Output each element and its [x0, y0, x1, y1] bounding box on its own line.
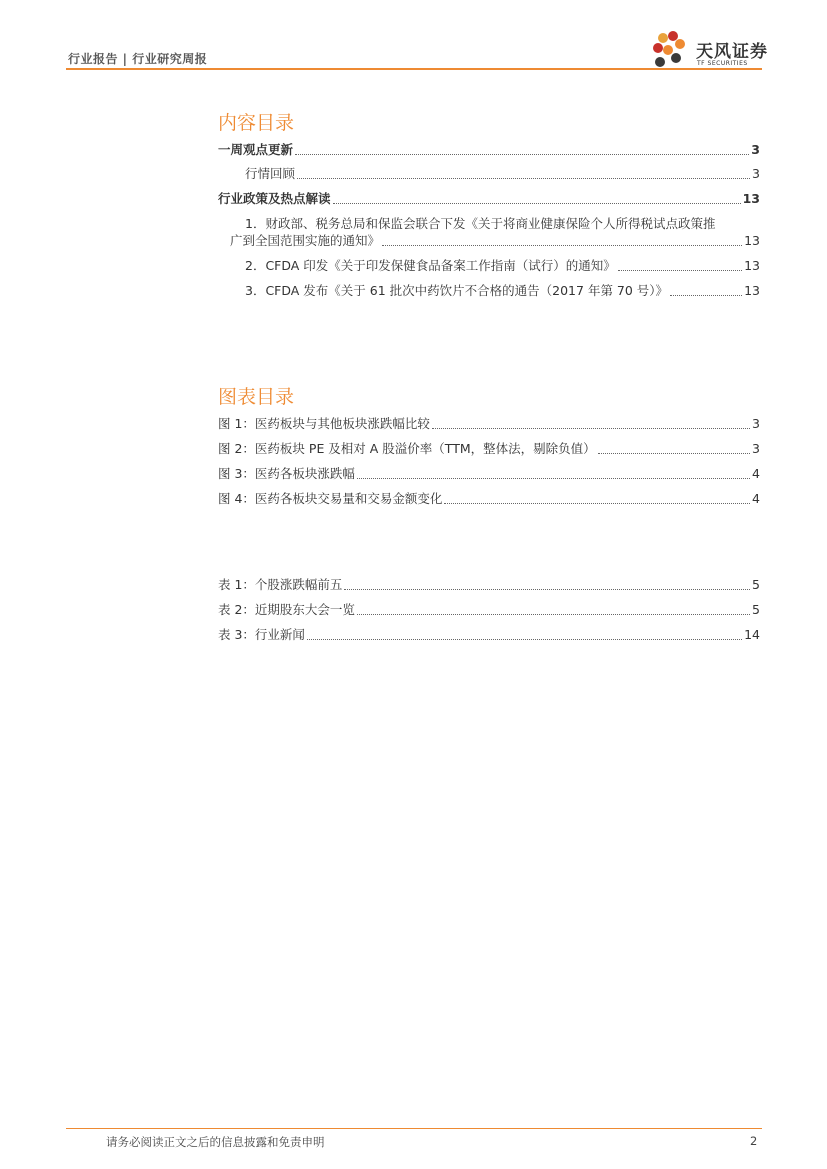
toc-entry-page: 13 [744, 283, 760, 298]
table-entry[interactable] [218, 627, 760, 643]
table-entry-page: 5 [752, 577, 760, 592]
logo-dot-5 [663, 45, 673, 55]
toc-entry-label: 广到全国范围实施的通知》 [230, 233, 381, 248]
toc-entry[interactable] [218, 142, 760, 158]
dot-leader [307, 638, 742, 640]
logo-dot-3 [675, 39, 685, 49]
toc-entry[interactable] [230, 233, 760, 249]
figure-entry-label: 图 1：医药板块与其他板块涨跌幅比较 [218, 416, 430, 431]
toc-entry-label: 3．CFDA 发布《关于 61 批次中药饮片不合格的通告（2017 年第 70 号）》 [245, 283, 669, 298]
logo-dot-4 [653, 43, 663, 53]
toc-entry[interactable] [245, 283, 760, 299]
figure-entry-page: 3 [752, 441, 760, 456]
table-entry-label: 表 2：近期股东大会一览 [218, 602, 355, 617]
figure-entry-label: 图 4：医药各板块交易量和交易金额变化 [218, 491, 443, 506]
logo-dot-2 [668, 31, 678, 41]
table-entry[interactable] [218, 602, 760, 618]
toc-entry-page: 13 [744, 258, 760, 273]
dot-leader [598, 452, 750, 454]
figures-title: 图表目录 [218, 386, 295, 408]
figure-entry[interactable] [218, 416, 760, 432]
dot-leader [382, 244, 742, 246]
dot-leader [297, 177, 750, 179]
figure-entry-label: 图 3：医药各板块涨跌幅 [218, 466, 355, 481]
table-entry-page: 5 [752, 602, 760, 617]
logo-dot-6 [671, 53, 681, 63]
figure-entry-label: 图 2：医药板块 PE 及相对 A 股溢价率（TTM，整体法，剔除负值） [218, 441, 596, 456]
dot-leader [344, 588, 750, 590]
dot-leader [357, 477, 750, 479]
toc-entry-page: 3 [752, 166, 760, 181]
toc-entry-label: 行情回顾 [245, 166, 296, 181]
logo-wordmark: 天风证券 [696, 42, 768, 62]
dot-leader [295, 153, 749, 155]
toc-entry[interactable] [245, 166, 760, 182]
toc-entry-page: 13 [744, 233, 760, 248]
dot-leader [618, 269, 742, 271]
figure-entry-page: 4 [752, 491, 760, 506]
figure-entry[interactable] [218, 491, 760, 507]
toc-entry[interactable] [218, 191, 760, 207]
footer-disclaimer: 请务必阅读正文之后的信息披露和免责申明 [106, 1135, 325, 1149]
footer-divider [66, 1128, 762, 1129]
toc-entry-label: 一周观点更新 [218, 142, 294, 157]
page-number: 2 [750, 1134, 758, 1148]
table-entry-label: 表 3：行业新闻 [218, 627, 305, 642]
figure-entry-page: 4 [752, 466, 760, 481]
figure-entry[interactable] [218, 441, 760, 457]
dot-leader [357, 613, 750, 615]
logo-dot-1 [658, 33, 668, 43]
toc-entry-label: 2．CFDA 印发《关于印发保健食品备案工作指南（试行）的通知》 [245, 258, 616, 273]
logo-dot-7 [655, 57, 665, 67]
report-breadcrumb: 行业报告 | 行业研究周报 [68, 52, 208, 66]
table-entry[interactable] [218, 577, 760, 593]
toc-entry-label-line1[interactable]: 1．财政部、税务总局和保监会联合下发《关于将商业健康保险个人所得税试点政策推 [245, 216, 716, 231]
contents-title: 内容目录 [218, 112, 295, 134]
toc-entry-page: 13 [742, 191, 760, 206]
toc-entry-page: 3 [751, 142, 760, 157]
toc-entry-label: 行业政策及热点解读 [218, 191, 331, 206]
dot-leader [444, 502, 750, 504]
header-divider [66, 68, 762, 70]
dot-leader [432, 427, 750, 429]
table-entry-label: 表 1：个股涨跌幅前五 [218, 577, 343, 592]
figure-entry[interactable] [218, 466, 760, 482]
logo-subtitle: TF SECURITIES [697, 60, 748, 67]
toc-entry[interactable] [245, 258, 760, 274]
table-entry-page: 14 [744, 627, 760, 642]
dot-leader [670, 294, 742, 296]
figure-entry-page: 3 [752, 416, 760, 431]
dot-leader [333, 202, 741, 204]
